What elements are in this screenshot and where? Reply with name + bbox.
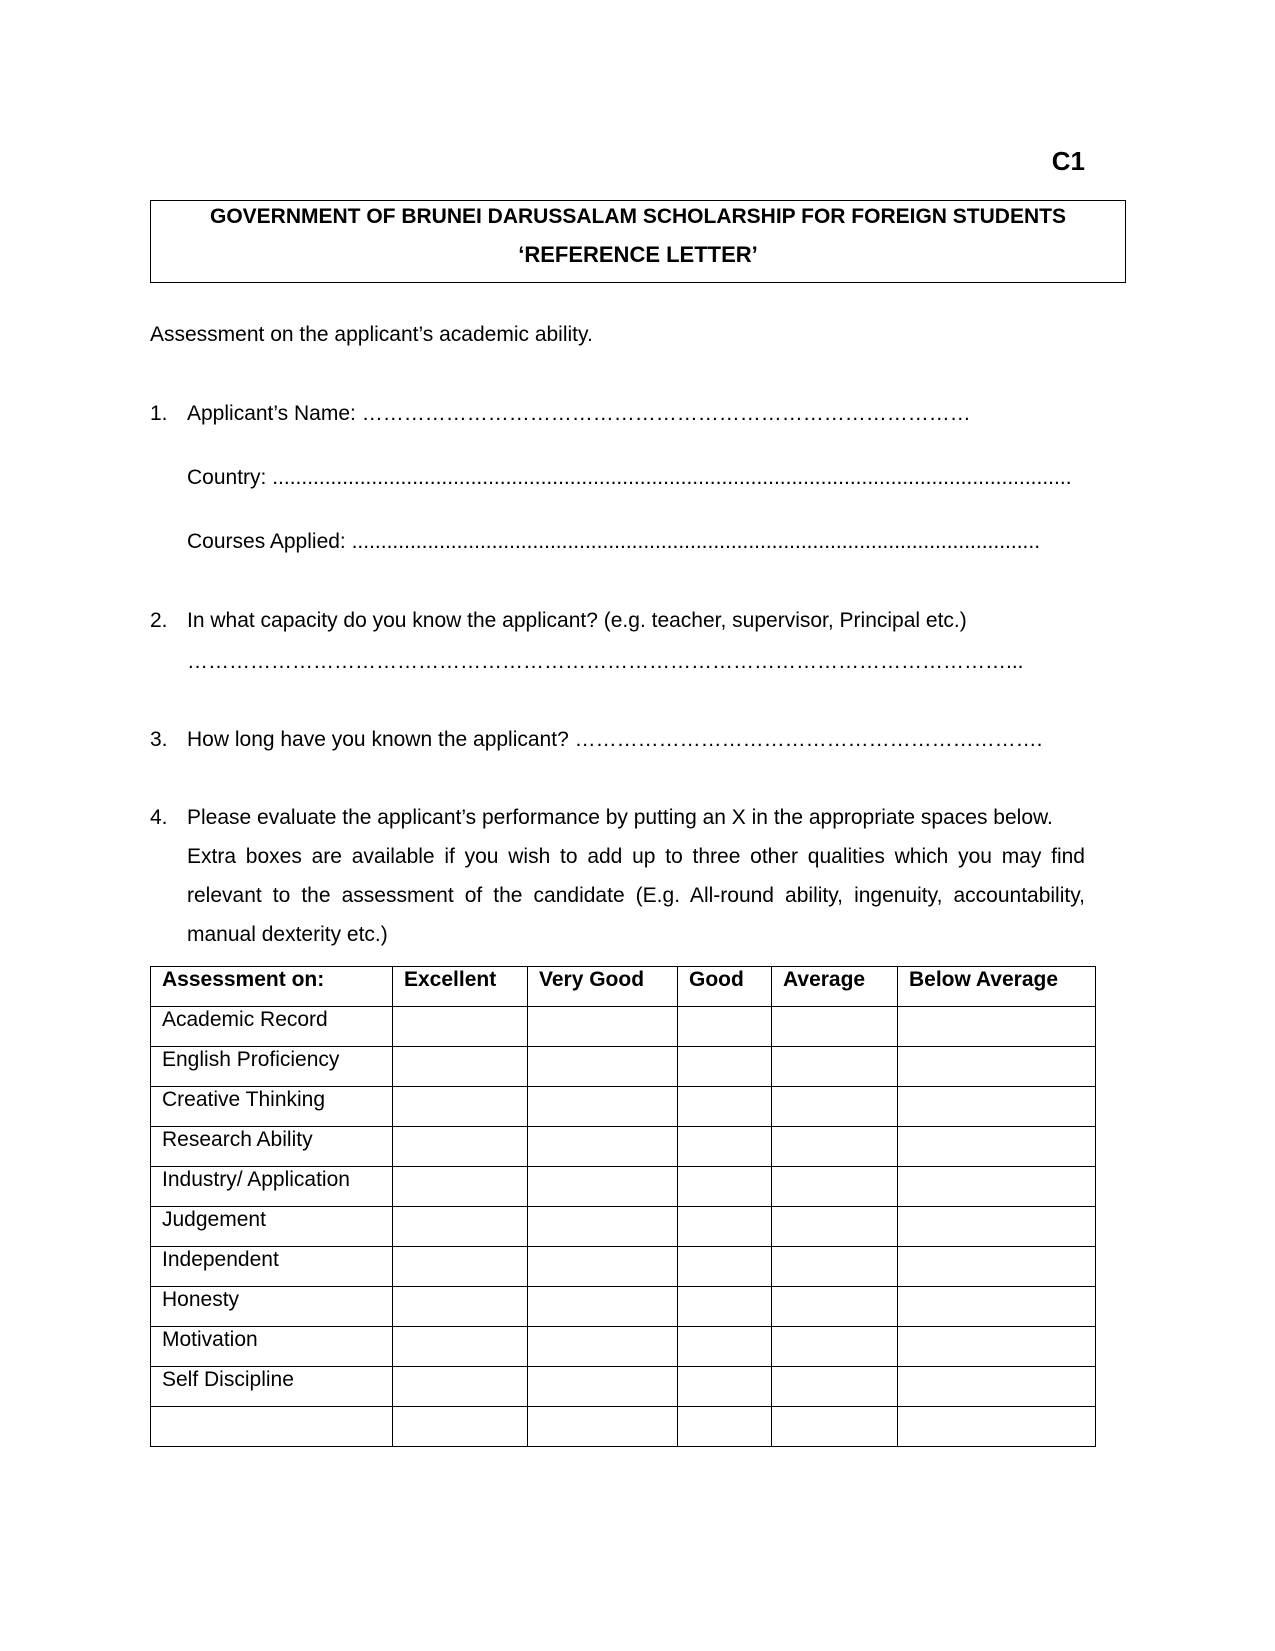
courses-applied-field[interactable]: Courses Applied: ...................................................................................................................... — [187, 530, 1041, 553]
rating-cell-good[interactable] — [678, 1327, 772, 1367]
rating-cell-excellent[interactable] — [393, 1247, 528, 1287]
header-very-good: Very Good — [528, 967, 678, 1007]
country-field[interactable]: Country: ......................................................................................................................................... — [187, 466, 1072, 489]
title-line-2: ‘REFERENCE LETTER’ — [518, 242, 758, 267]
table-row — [151, 1007, 1096, 1047]
rating-cell-below-average[interactable] — [898, 1127, 1096, 1167]
table-row — [151, 1287, 1096, 1327]
q2-text: In what capacity do you know the applicant? (e.g. teacher, supervisor, Principal etc.) — [187, 609, 967, 632]
table-row — [151, 1127, 1096, 1167]
q4-line-1: Please evaluate the applicant’s performance by putting an X in the appropriate spaces below. — [187, 806, 1053, 829]
rating-cell-average[interactable] — [772, 1407, 898, 1447]
table-row — [151, 1207, 1096, 1247]
quality-label: Motivation — [151, 1327, 393, 1367]
header-assessment-on: Assessment on: — [151, 967, 393, 1007]
q4-line-4: manual dexterity etc.) — [187, 923, 388, 946]
quality-label: Academic Record — [151, 1007, 393, 1047]
rating-cell-good[interactable] — [678, 1167, 772, 1207]
header-good: Good — [678, 967, 772, 1007]
rating-cell-good[interactable] — [678, 1367, 772, 1407]
rating-cell-excellent[interactable] — [393, 1047, 528, 1087]
rating-cell-average[interactable] — [772, 1007, 898, 1047]
rating-cell-below-average[interactable] — [898, 1167, 1096, 1207]
intro-text: Assessment on the applicant’s academic ability. — [150, 323, 593, 346]
rating-cell-good[interactable] — [678, 1127, 772, 1167]
rating-cell-average[interactable] — [772, 1087, 898, 1127]
capacity-answer-field[interactable]: ………………………………………………………………………………………………………... — [187, 650, 1024, 673]
table-row — [151, 1167, 1096, 1207]
rating-cell-good[interactable] — [678, 1287, 772, 1327]
quality-label: Research Ability — [151, 1127, 393, 1167]
quality-label: English Proficiency — [151, 1047, 393, 1087]
rating-cell-excellent[interactable] — [393, 1367, 528, 1407]
header-excellent: Excellent — [393, 967, 528, 1007]
rating-cell-excellent[interactable] — [393, 1167, 528, 1207]
rating-cell-excellent[interactable] — [393, 1087, 528, 1127]
q3-number: 3. — [150, 728, 168, 751]
table-row — [151, 1407, 1096, 1447]
rating-cell-below-average[interactable] — [898, 1087, 1096, 1127]
rating-cell-good[interactable] — [678, 1087, 772, 1127]
quality-label: Creative Thinking — [151, 1087, 393, 1127]
quality-label: Independent — [151, 1247, 393, 1287]
rating-cell-very-good[interactable] — [528, 1087, 678, 1127]
known-duration-field[interactable]: How long have you known the applicant? …………………………………………………………. — [187, 728, 1043, 751]
rating-cell-good[interactable] — [678, 1247, 772, 1287]
rating-cell-average[interactable] — [772, 1167, 898, 1207]
rating-cell-excellent[interactable] — [393, 1207, 528, 1247]
q4-line-2: Extra boxes are available if you wish to add up to three other qualities which you may find — [187, 845, 1085, 868]
rating-cell-good[interactable] — [678, 1207, 772, 1247]
title-line-1: GOVERNMENT OF BRUNEI DARUSSALAM SCHOLARSHIP FOR FOREIGN STUDENTS — [210, 205, 1066, 228]
rating-cell-average[interactable] — [772, 1327, 898, 1367]
rating-cell-very-good[interactable] — [528, 1167, 678, 1207]
q4-line-3: relevant to the assessment of the candidate (E.g. All-round ability, ingenuity, accountability, — [187, 884, 1085, 907]
rating-cell-excellent[interactable] — [393, 1327, 528, 1367]
rating-cell-good[interactable] — [678, 1047, 772, 1087]
q2-number: 2. — [150, 609, 168, 632]
rating-cell-below-average[interactable] — [898, 1207, 1096, 1247]
rating-cell-below-average[interactable] — [898, 1047, 1096, 1087]
rating-cell-very-good[interactable] — [528, 1207, 678, 1247]
rating-cell-average[interactable] — [772, 1047, 898, 1087]
rating-cell-excellent[interactable] — [393, 1127, 528, 1167]
rating-cell-average[interactable] — [772, 1287, 898, 1327]
rating-cell-below-average[interactable] — [898, 1327, 1096, 1367]
rating-cell-average[interactable] — [772, 1207, 898, 1247]
assessment-table — [150, 966, 1096, 1447]
quality-label: Industry/ Application — [151, 1167, 393, 1207]
quality-label: Judgement — [151, 1207, 393, 1247]
q4-number: 4. — [150, 806, 168, 829]
table-row — [151, 1327, 1096, 1367]
rating-cell-very-good[interactable] — [528, 1127, 678, 1167]
header-average: Average — [772, 967, 898, 1007]
rating-cell-good[interactable] — [678, 1407, 772, 1447]
title-box — [150, 200, 1126, 283]
rating-cell-below-average[interactable] — [898, 1287, 1096, 1327]
table-row — [151, 1367, 1096, 1407]
rating-cell-good[interactable] — [678, 1007, 772, 1047]
rating-cell-average[interactable] — [772, 1367, 898, 1407]
table-row — [151, 1247, 1096, 1287]
table-row — [151, 1047, 1096, 1087]
quality-label[interactable] — [151, 1407, 393, 1447]
table-row — [151, 1087, 1096, 1127]
rating-cell-below-average[interactable] — [898, 1007, 1096, 1047]
rating-cell-below-average[interactable] — [898, 1367, 1096, 1407]
rating-cell-very-good[interactable] — [528, 1247, 678, 1287]
rating-cell-excellent[interactable] — [393, 1407, 528, 1447]
quality-label: Self Discipline — [151, 1367, 393, 1407]
rating-cell-below-average[interactable] — [898, 1247, 1096, 1287]
rating-cell-average[interactable] — [772, 1247, 898, 1287]
header-below-average: Below Average — [898, 967, 1096, 1007]
rating-cell-average[interactable] — [772, 1127, 898, 1167]
rating-cell-very-good[interactable] — [528, 1407, 678, 1447]
q1-number: 1. — [150, 402, 168, 425]
rating-cell-very-good[interactable] — [528, 1047, 678, 1087]
document-code: C1 — [1051, 146, 1085, 176]
rating-cell-very-good[interactable] — [528, 1327, 678, 1367]
rating-cell-below-average[interactable] — [898, 1407, 1096, 1447]
quality-label: Honesty — [151, 1287, 393, 1327]
rating-cell-very-good[interactable] — [528, 1287, 678, 1327]
applicant-name-field[interactable]: Applicant’s Name: …………………………………………………………………………… — [187, 402, 971, 425]
rating-cell-very-good[interactable] — [528, 1367, 678, 1407]
rating-cell-excellent[interactable] — [393, 1007, 528, 1047]
rating-cell-excellent[interactable] — [393, 1287, 528, 1327]
table-header-row — [151, 967, 1096, 1007]
rating-cell-very-good[interactable] — [528, 1007, 678, 1047]
